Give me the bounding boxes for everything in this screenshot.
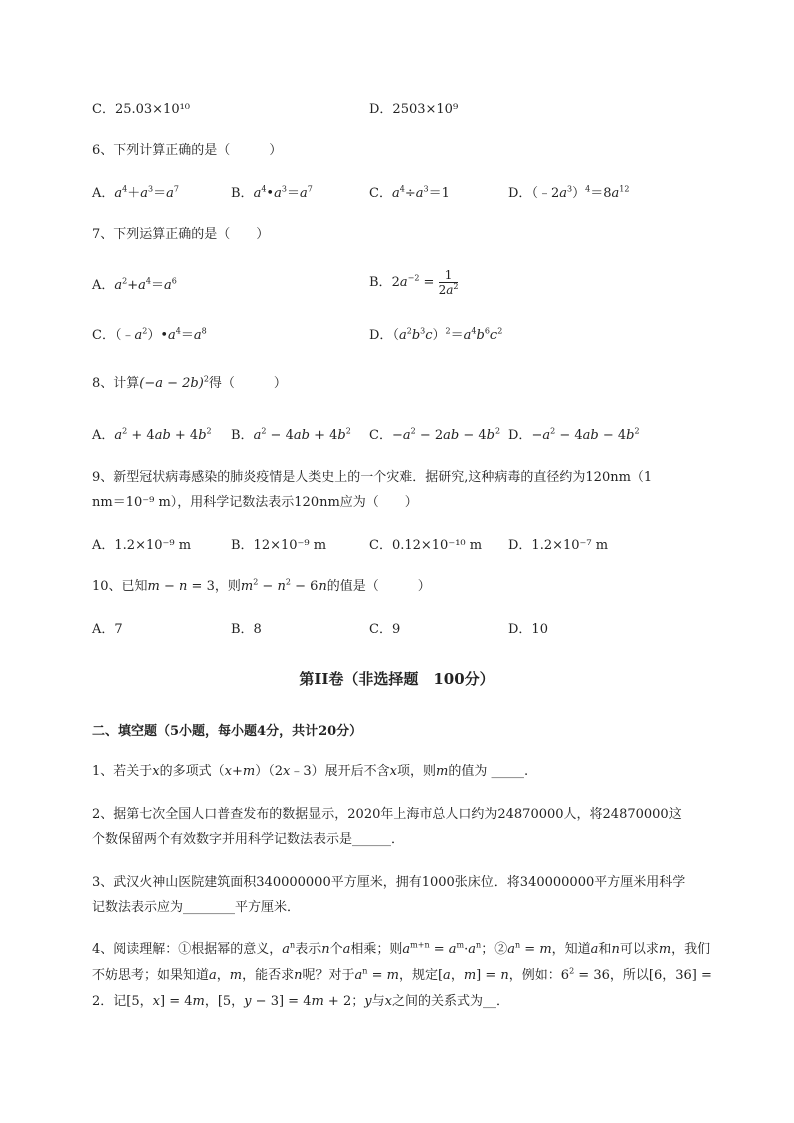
q10-option-d: D．10	[508, 622, 548, 637]
q6-option-d: D．$(﹣2a^3)^4=8a^{12}$	[508, 184, 630, 201]
q10-stem: 10、已知m − n = 3，则$m^2 - n^2 - 6n$的值是（ ）	[92, 577, 431, 594]
q5-option-d: D．2503×10⁹	[369, 102, 459, 117]
fill-question-1: 1、若关于x的多项式（x+m）（2x﹣3）展开后不含x项，则m的值为 _____.	[92, 764, 529, 779]
q8-option-a: A．$a^2 + 4ab + 4b^2$	[92, 426, 212, 443]
q9-option-a: A．1.2×10⁻⁹ m	[92, 538, 192, 553]
q9-option-d: D．1.2×10⁻⁷ m	[508, 538, 609, 553]
q9-option-c: C．0.12×10⁻¹⁰ m	[369, 538, 483, 553]
q7-option-c: C．$(﹣a^2)•a^4=a^8$	[92, 326, 207, 343]
q9-option-b: B．12×10⁻⁹ m	[231, 538, 327, 553]
q8-stem: 8、计算$(-a - 2b)^2$得（ ）	[92, 374, 287, 391]
q7-option-d: D．$(a^2b^3c)^2=a^4b^6c^2$	[369, 326, 503, 343]
section-title: 第II卷（非选择题 100分）	[299, 670, 495, 688]
q6-option-a: A．$a^4+a^3=a^7$	[92, 184, 179, 201]
q6-option-c: C．$a^4\div a^3=1$	[369, 184, 450, 201]
q10-option-c: C．9	[369, 622, 401, 637]
q8-option-c: C．$-a^2 - 2ab - 4b^2$	[369, 426, 501, 443]
q10-option-b: B．8	[231, 622, 262, 637]
q9-stem-line1: 9、新型冠状病毒感染的肺炎疫情是人类史上的一个灾难．据研究,这种病毒的直径约为120nm（1	[92, 470, 653, 485]
fill-question-4: 4、阅读理解：①根据幂的意义，$a^n$表示n个a相乘；则$a^{m+n} = a^m\cdot a^n$；$②a^n = m$，知道a和n可以求m，我们不妨思考；如果知道a，m，能否求n呢？对于$a^n = m$，规定[a，m] = n，例如：$6^2 = 36$，所以[6，36] = 2．记[5，x] = 4m，[5，y − 3] = 4m + 2；y与x之间的关系式为__．	[92, 940, 712, 1009]
q10-option-a: A．7	[92, 622, 123, 637]
fill-question-2-line2: 个数保留两个有效数字并用科学记数法表示是______．	[92, 832, 405, 847]
fill-question-3-line1: 3、武汉火神山医院建筑面积340000000平方厘米，拥有1000张床位．将340000000平方厘米用科学	[92, 875, 686, 890]
q9-stem-line2: nm＝10⁻⁹ m），用科学记数法表示120nm应为（ ）	[92, 495, 418, 510]
fill-question-3-line2: 记数法表示应为________平方厘米．	[92, 900, 301, 915]
fill-question-2-line1: 2、据第七次全国人口普查发布的数据显示，2020年上海市总人口约为24870000人，将24870000这	[92, 807, 682, 822]
q6-stem: 6、下列计算正确的是（ ）	[92, 143, 283, 158]
q6-option-b: B．$a^4•a^3=a^7$	[231, 184, 313, 201]
q5-option-c: C．25.03×10¹⁰	[92, 102, 191, 117]
section-subtitle: 二、填空题（5小题，每小题4分，共计20分）	[92, 724, 363, 739]
q7-stem: 7、下列运算正确的是（ ）	[92, 227, 270, 242]
q7-option-a: A．$a^2+a^4=a^6$	[92, 276, 177, 293]
q8-option-d: D．$-a^2 - 4ab - 4b^2$	[508, 426, 640, 443]
q7-option-b: B．$2a^{-2}$ = $\frac{1}{2a^2}$	[369, 268, 459, 297]
q8-option-b: B．$a^2 - 4ab + 4b^2$	[231, 426, 351, 443]
